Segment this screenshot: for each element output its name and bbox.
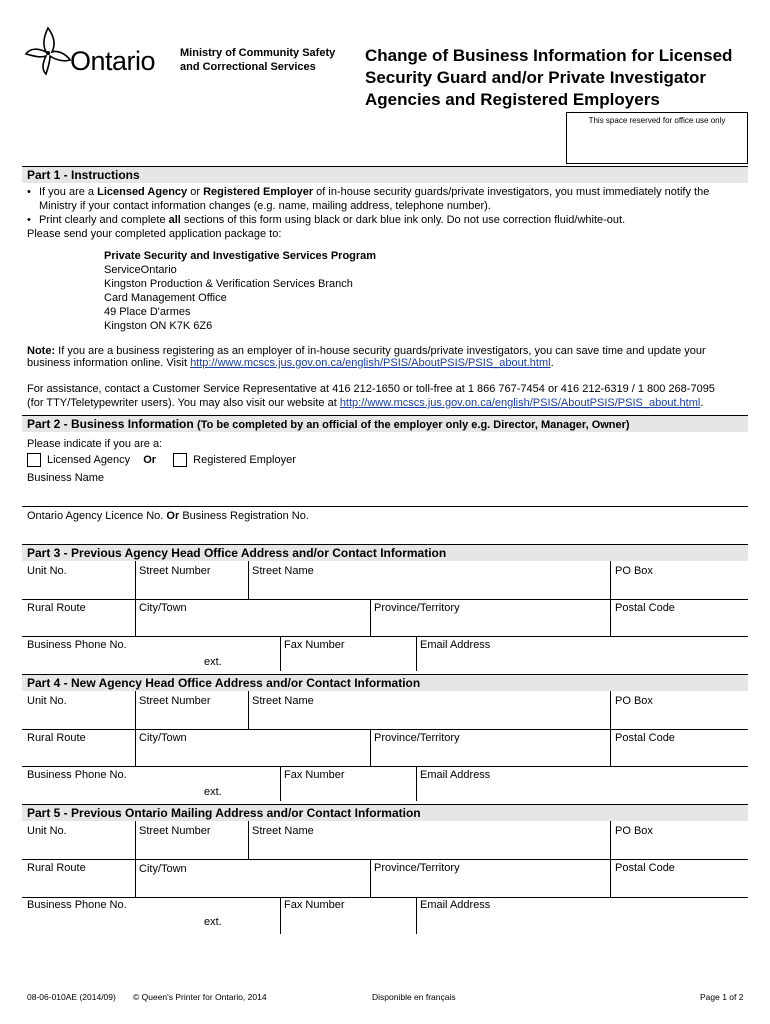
licensed-agency-label: Licensed Agency: [47, 454, 131, 466]
part2-indicate: Please indicate if you are a:: [27, 438, 163, 450]
email-label: Email Address: [420, 769, 491, 781]
ext-label: ext.: [204, 916, 222, 928]
part5-header: Part 5 - Previous Ontario Mailing Address and/or Contact Information: [22, 804, 748, 821]
fax-label: Fax Number: [284, 639, 345, 651]
registered-employer-checkbox[interactable]: [173, 453, 187, 467]
bullet-icon: •: [27, 186, 31, 198]
ontario-trillium-logo-icon: [24, 26, 72, 76]
city-label: City/Town: [139, 732, 187, 744]
licence-label: Ontario Agency Licence No. Or Business Registration No.: [27, 510, 309, 522]
ontario-logo-text: Ontario: [70, 46, 156, 76]
psis-website-link[interactable]: http://www.mcscs.jus.gov.on.ca/english/PSIS/AboutPSIS/PSIS_about.html: [339, 397, 701, 409]
street-name-label: Street Name: [252, 825, 314, 837]
rural-route-label: Rural Route: [27, 862, 86, 874]
part4-header: Part 4 - New Agency Head Office Address and/or Contact Information: [22, 674, 748, 691]
note-text: Note: If you are a business registering as an employer of in-house security guards/private investigators, you can save time and update your business information online. Visit http://www.mcscs.jus.gov.on.ca/english/PSIS/AboutPSIS/PSIS_about.html.: [27, 345, 706, 369]
part2-header: Part 2 - Business Information (To be completed by an official of the employer only e.g. Director, Manager, Owner): [22, 415, 748, 432]
unit-no-label: Unit No.: [27, 825, 67, 837]
office-use-box: [566, 112, 748, 164]
part4-address-grid: [22, 691, 748, 801]
licensed-agency-checkbox[interactable]: [27, 453, 41, 467]
business-type-options: Licensed Agency Or Registered Employer: [27, 453, 296, 467]
postal-code-label: Postal Code: [615, 862, 675, 874]
licence-number-field[interactable]: [22, 507, 748, 543]
business-name-field[interactable]: [22, 470, 748, 506]
page-number: Page 1 of 2: [700, 992, 744, 1002]
part3-header: Part 3 - Previous Agency Head Office Address and/or Contact Information: [22, 544, 748, 561]
assistance-text: For assistance, contact a Customer Service Representative at 416 212-1650 or toll-free at 1 866 767-7454 or 416 212-6319 / 1 800 268-7095 (for TTY/Teletypewriter users). You may also visit our website at http://www.mcscs.jus.gov.on.ca/english/PSIS/AboutPSIS/PSIS_about.html.: [27, 383, 715, 409]
street-number-label: Street Number: [139, 825, 211, 837]
postal-code-label: Postal Code: [615, 602, 675, 614]
ext-label: ext.: [204, 656, 222, 668]
ext-label: ext.: [204, 786, 222, 798]
form-code: 08-06-010AE (2014/09): [27, 992, 116, 1002]
ministry-name: Ministry of Community Safety and Correctional Services: [180, 47, 336, 73]
rural-route-label: Rural Route: [27, 732, 86, 744]
send-instruction: Please send your completed application package to:: [27, 228, 282, 240]
part3-address-grid: [22, 561, 748, 671]
unit-no-label: Unit No.: [27, 565, 67, 577]
province-label: Province/Territory: [374, 732, 460, 744]
unit-no-label: Unit No.: [27, 695, 67, 707]
street-number-label: Street Number: [139, 695, 211, 707]
street-number-label: Street Number: [139, 565, 211, 577]
po-box-label: PO Box: [615, 825, 653, 837]
mailing-address: Private Security and Investigative Services Program ServiceOntario Kingston Production & Verification Services Branch Card Management Office 49 Place D'armes Kingston ON K7K 6Z6: [104, 250, 377, 332]
part5-address-grid: [22, 821, 748, 936]
phone-label: Business Phone No.: [27, 899, 127, 911]
rural-route-label: Rural Route: [27, 602, 86, 614]
fax-label: Fax Number: [284, 769, 345, 781]
postal-code-label: Postal Code: [615, 732, 675, 744]
copyright: © Queen's Printer for Ontario, 2014: [133, 992, 267, 1002]
province-label: Province/Territory: [374, 862, 460, 874]
registered-employer-label: Registered Employer: [193, 454, 296, 466]
part1-instructions: • If you are a Licensed Agency or Registered Employer of in-house security guards/private investigators, you must immediately notify the Ministry if your contact information changes (e.g. name, mailing address, telephone number). • Print clearly and complete all sections of this form using black or dark blue ink only. Do not use correction fluid/white-out. Please send your completed application package to:: [27, 185, 747, 241]
fax-label: Fax Number: [284, 899, 345, 911]
street-name-label: Street Name: [252, 565, 314, 577]
business-name-label: Business Name: [27, 472, 105, 484]
psis-about-link[interactable]: http://www.mcscs.jus.gov.on.ca/english/PSIS/AboutPSIS/PSIS_about.html: [190, 357, 551, 369]
city-label: City/Town: [139, 863, 187, 875]
office-use-label: This space reserved for office use only: [588, 116, 726, 125]
french-available: Disponible en français: [372, 992, 456, 1002]
part1-header: Part 1 - Instructions: [22, 166, 748, 183]
street-name-label: Street Name: [252, 695, 314, 707]
province-label: Province/Territory: [374, 602, 460, 614]
email-label: Email Address: [420, 639, 491, 651]
form-title: Change of Business Information for Licensed Security Guard and/or Private Investigator Agencies and Registered Employers: [365, 46, 733, 109]
po-box-label: PO Box: [615, 695, 653, 707]
bullet-icon: •: [27, 214, 31, 226]
po-box-label: PO Box: [615, 565, 653, 577]
city-label: City/Town: [139, 602, 187, 614]
email-label: Email Address: [420, 899, 491, 911]
phone-label: Business Phone No.: [27, 639, 127, 651]
phone-label: Business Phone No.: [27, 769, 127, 781]
